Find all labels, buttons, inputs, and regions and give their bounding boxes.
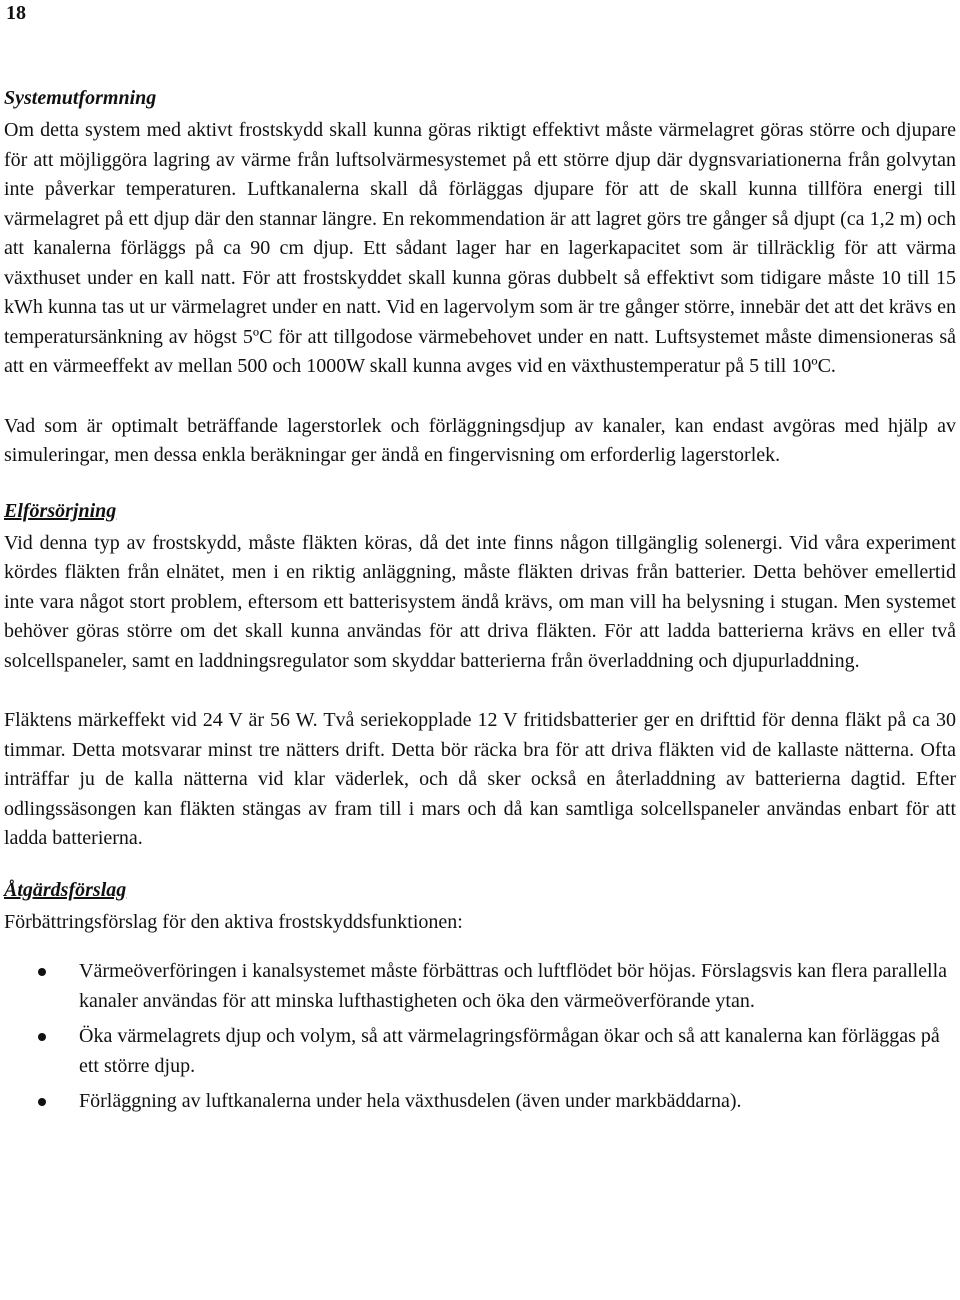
paragraph-systemutformning-1: Om detta system med aktivt frostskydd skall kunna göras riktigt effektivt måste värmelagret göras större och djupare för att möjliggöra lagring av värme från luftsolvärmesystemet på ett större djup där dygnsvariationerna från golvytan inte påverkar temperaturen. Luftkanalerna skall då förläggas djupare för att de skall kunna tillföra energi till värmelagret på ett djup där den stannar längre. En rekommendation är att lagret görs tre gånger så djupt (ca 1,2 m) och att kanalerna förläggs på ca 90 cm djup. Ett sådant lager har en lagerkapacitet som är tillräcklig för att värma växthuset under en kall natt. För att frostskyddet skall kunna göras dubbelt så effektivt som tidigare måste 10 till 15 kWh kunna tas ut ur värmelagret under en natt. Vid en lagervolym som är tre gånger större, innebär det att det krävs en temperatursänkning av högst 5ºC för att tillgodose värmebehovet under en natt. Luftsystemet måste dimensioneras så att en värmeeffekt av mellan 500 och 1000W skall kunna avges vid en växthustemperatur på 5 till 10ºC. xyxy=(4,119,956,377)
page-number: 18 xyxy=(6,2,26,24)
bullet-icon xyxy=(38,1033,46,1041)
list-item xyxy=(4,1022,956,1081)
list-item-text: Förläggning av luftkanalerna under hela växthusdelen (även under markbäddarna). xyxy=(79,1090,742,1112)
paragraph-systemutformning-2: Vad som är optimalt beträffande lagerstorlek och förläggningsdjup av kanaler, kan endast avgöras med hjälp av simuleringar, men dessa enkla beräkningar ger ändå en fingervisning om erforderlig lagerstorlek. xyxy=(4,414,956,466)
paragraph-elforsorjning-2: Fläktens märkeffekt vid 24 V är 56 W. Två seriekopplade 12 V fritidsbatterier ger en drifttid för denna fläkt på ca 30 timmar. Detta motsvarar minst tre nätters drift. Detta bör räcka bra för att driva fläkten vid de kallaste nätterna. Ofta inträffar ju de kalla nätterna vid klar väderlek, och då sker också en återladdning av batterierna dagtid. Efter odlingssäsongen kan fläkten stängas av fram till i mars och då kan samtliga solcellspaneler användas enbart för att ladda batterierna. xyxy=(4,709,956,849)
list-item-text: Värmeöverföringen i kanalsystemet måste förbättras och luftflödet bör höjas. Förslagsvis kan flera parallella kanaler användas för att minska lufthastigheten och öka den värmeöverförande ytan. xyxy=(79,960,948,1012)
bullet-list xyxy=(4,957,956,1117)
list-item xyxy=(4,957,956,1016)
heading-elforsorjning: Elförsörjning xyxy=(4,499,117,522)
heading-systemutformning: Systemutformning xyxy=(4,87,157,109)
heading-atgardsforslag: Åtgärdsförslag xyxy=(4,878,127,901)
paragraph-elforsorjning-1: Vid denna typ av frostskydd, måste fläkten köras, då det inte finns någon tillgänglig solenergi. Vid våra experiment kördes fläkten från elnätet, men i en riktig anläggning, måste fläkten drivas från batterier. Detta behöver emellertid inte vara något stort problem, eftersom ett batterisystem ändå krävs, om man vill ha belysning i stugan. Men systemet behöver göras större om det skall kunna användas för att driva fläkten. För att ladda batterierna krävs en eller två solcellspaneler, samt en laddningsregulator som skyddar batterierna från överladdning och djupurladdning. xyxy=(4,531,956,672)
paragraph-atgardsforslag-intro: Förbättringsförslag för den aktiva frostskyddsfunktionen: xyxy=(4,910,463,933)
document-body xyxy=(4,84,956,1123)
bullet-icon xyxy=(38,968,46,976)
bullet-icon xyxy=(38,1098,46,1106)
list-item-text: Öka värmelagrets djup och volym, så att värmelagringsförmågan ökar och så att kanalerna kan förläggas på ett större djup. xyxy=(79,1025,940,1077)
list-item xyxy=(4,1087,956,1117)
